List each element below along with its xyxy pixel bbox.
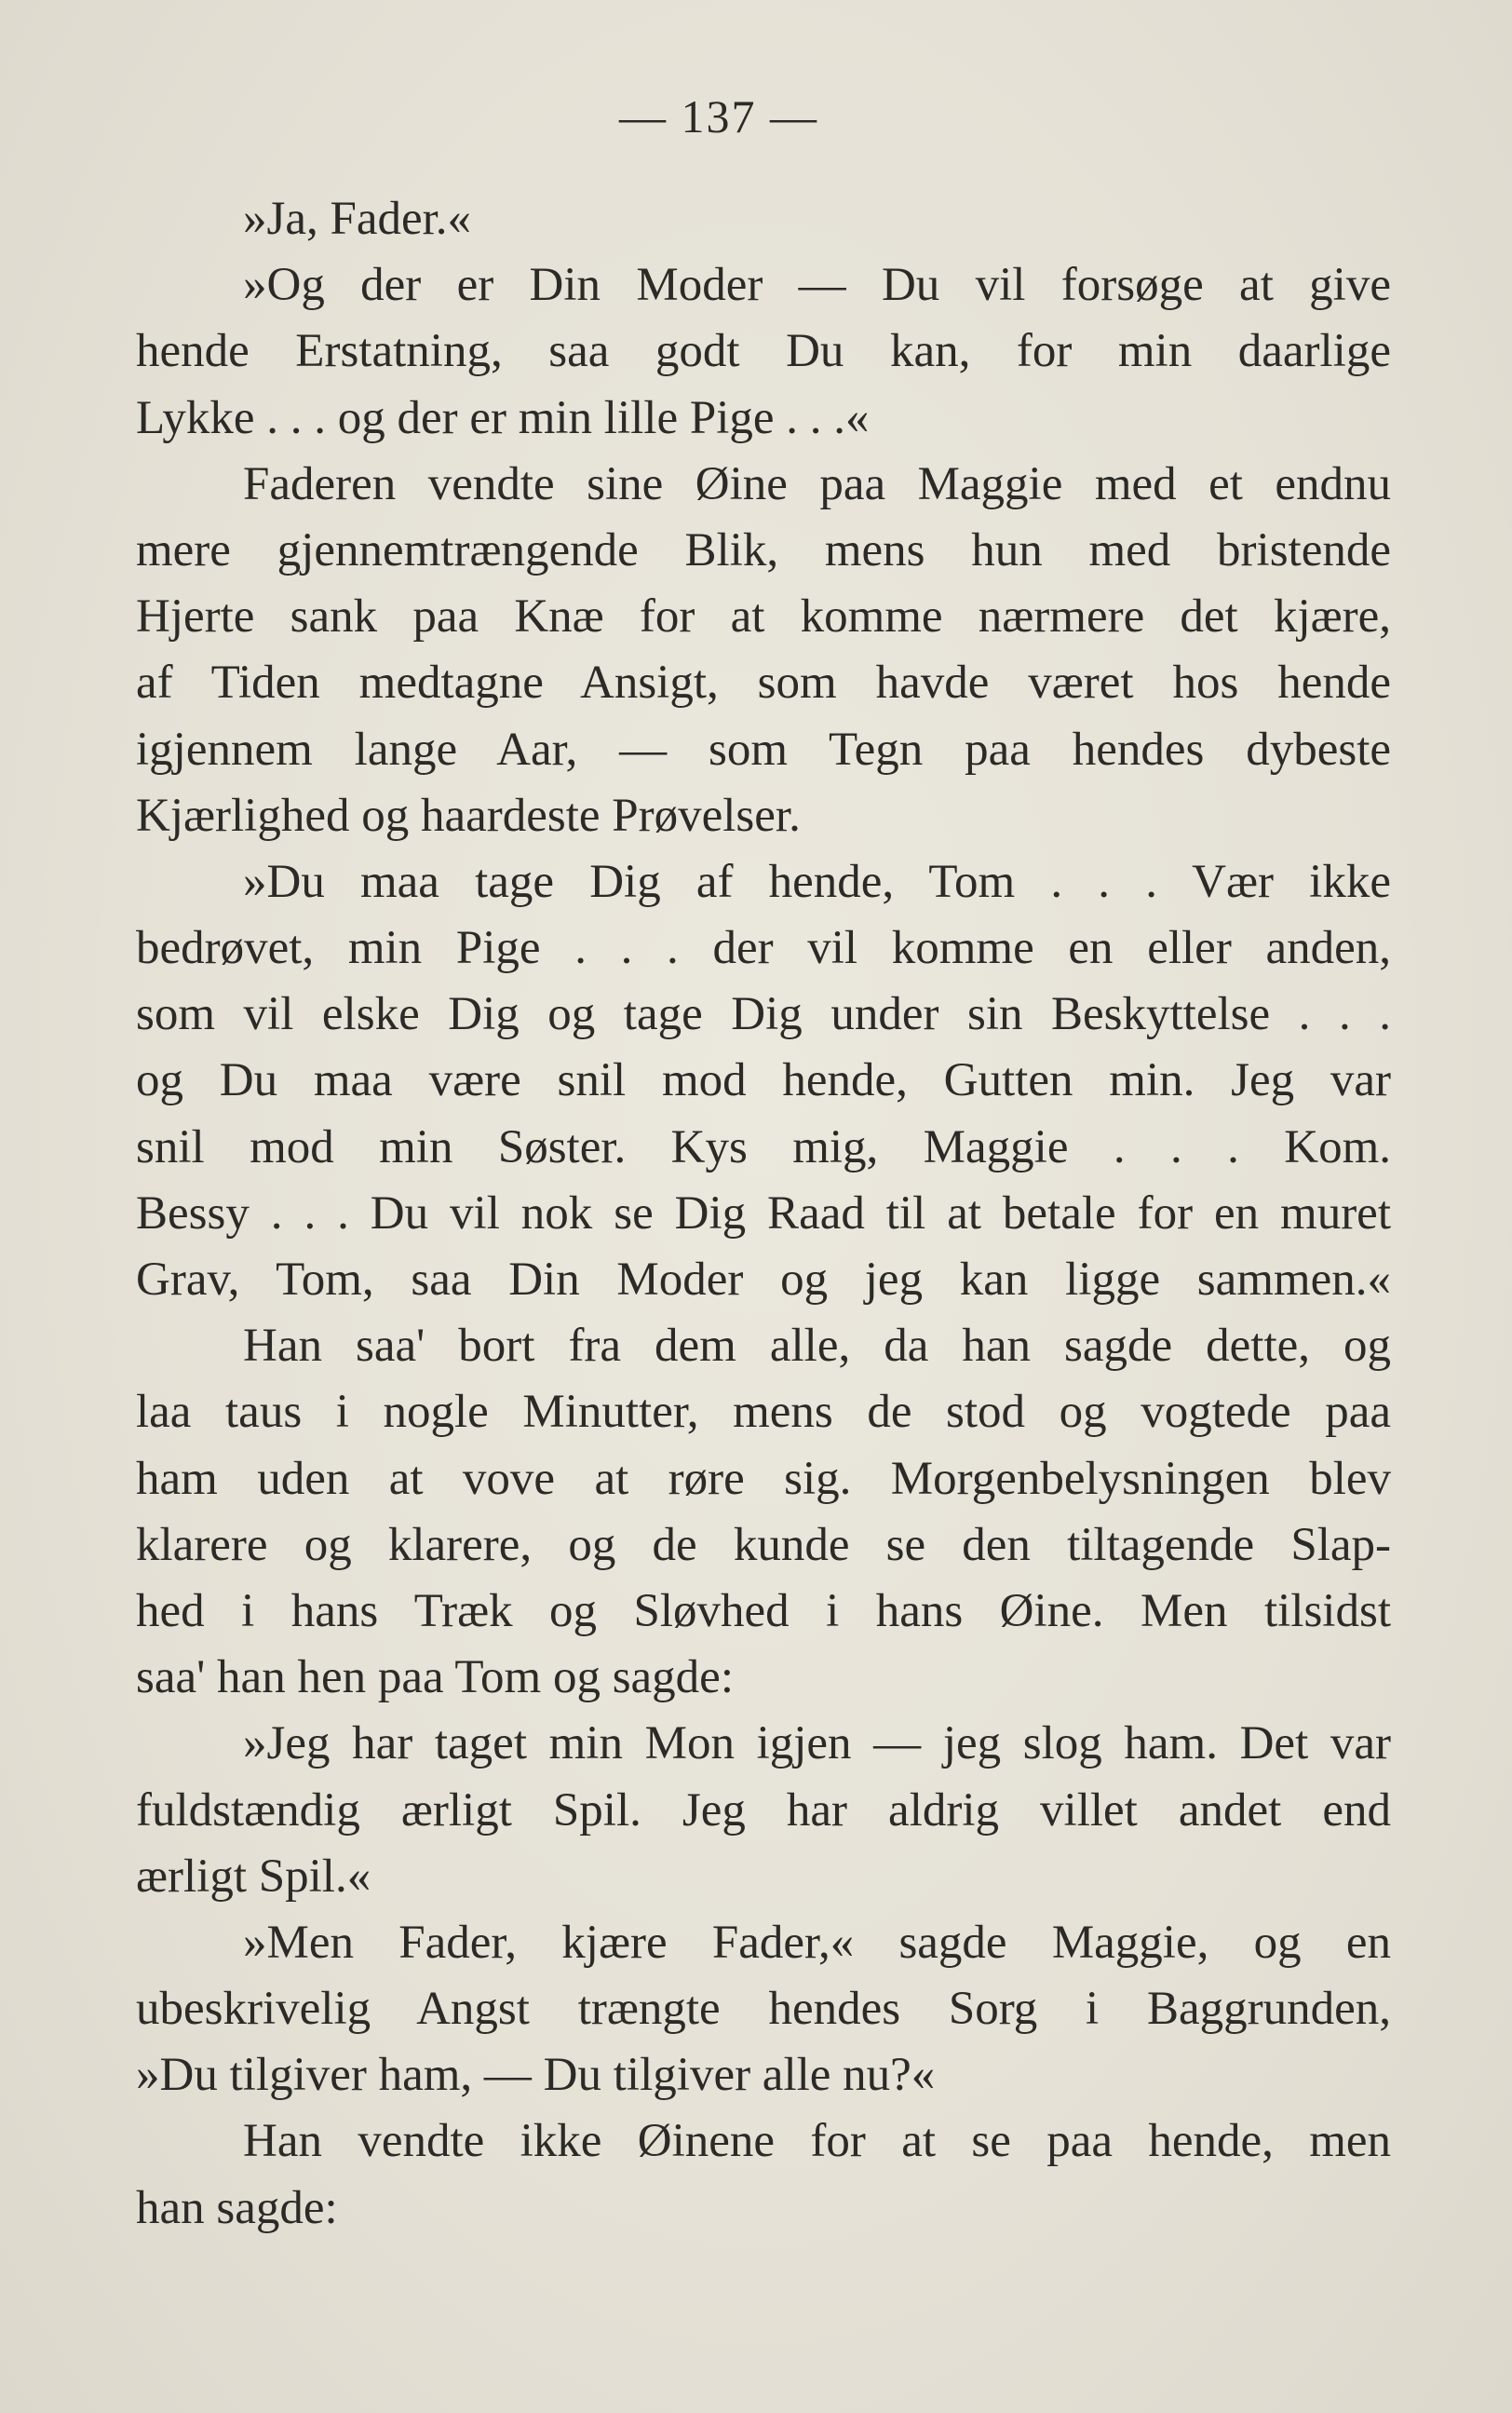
text-line: »Ja, Fader.« (243, 193, 472, 245)
text-line: ærligt Spil.« (136, 1850, 371, 1903)
text-line: hed i hans Træk og Sløvhed i hans Øine. Men tilsidst (136, 1584, 1391, 1637)
text-line: laa taus i nogle Minutter, mens de stod og vogtede paa (136, 1386, 1391, 1439)
text-line: Han saa' bort fra dem alle, da han sagde dette, og (243, 1320, 1391, 1373)
body-text (136, 186, 1391, 2242)
text-line: Bessy . . . Du vil nok se Dig Raad til at betale for en muret (136, 1186, 1391, 1240)
text-line: »Du tilgiver ham, — Du tilgiver alle nu?« (136, 2049, 936, 2102)
text-line: »Du maa tage Dig af hende, Tom . . . Vær ikke (243, 855, 1391, 908)
text-line: igjennem lange Aar, — som Tegn paa hendes dybeste (136, 723, 1391, 776)
text-line: bedrøvet, min Pige . . . der vil komme en eller anden, (136, 922, 1391, 975)
text-line: ham uden at vove at røre sig. Morgenbelysningen blev (136, 1452, 1391, 1505)
page-number: — 137 — (619, 90, 818, 142)
text-line: saa' han hen paa Tom og sagde: (136, 1651, 734, 1704)
text-line: Kjærlighed og haardeste Prøvelser. (136, 789, 801, 842)
text-line: »Og der er Din Moder — Du vil forsøge at give (243, 259, 1391, 312)
text-line: Lykke . . . og der er min lille Pige . . .« (136, 391, 870, 444)
text-line: og Du maa være snil mod hende, Gutten min. Jeg var (136, 1054, 1391, 1107)
text-line: »Men Fader, kjære Fader,« sagde Maggie, og en (243, 1916, 1391, 1969)
text-line: Grav, Tom, saa Din Moder og jeg kan ligge sammen.« (136, 1254, 1391, 1306)
text-line: ubeskrivelig Angst trængte hendes Sorg i Baggrunden, (136, 1983, 1391, 2036)
text-line: som vil elske Dig og tage Dig under sin Beskyttelse . . . (136, 988, 1391, 1041)
text-line: Hjerte sank paa Knæ for at komme nærmere det kjære, (136, 590, 1391, 644)
text-line: hende Erstatning, saa godt Du kan, for min daarlige (136, 325, 1391, 378)
text-line: Han vendte ikke Øinene for at se paa hende, men (243, 2115, 1391, 2168)
text-line: af Tiden medtagne Ansigt, som havde været hos hende (136, 657, 1391, 710)
text-line: mere gjennemtrængende Blik, mens hun med bristende (136, 523, 1391, 576)
text-line: snil mod min Søster. Kys mig, Maggie . . . Kom. (136, 1120, 1391, 1173)
text-line: fuldstændig ærligt Spil. Jeg har aldrig villet andet end (136, 1783, 1391, 1837)
text-line: han sagde: (136, 2181, 338, 2234)
text-line: klarere og klarere, og de kunde se den tiltagende Slap- (136, 1518, 1391, 1571)
text-line: »Jeg har taget min Mon igjen — jeg slog ham. Det var (243, 1717, 1391, 1770)
text-line: Faderen vendte sine Øine paa Maggie med et endnu (243, 457, 1391, 510)
